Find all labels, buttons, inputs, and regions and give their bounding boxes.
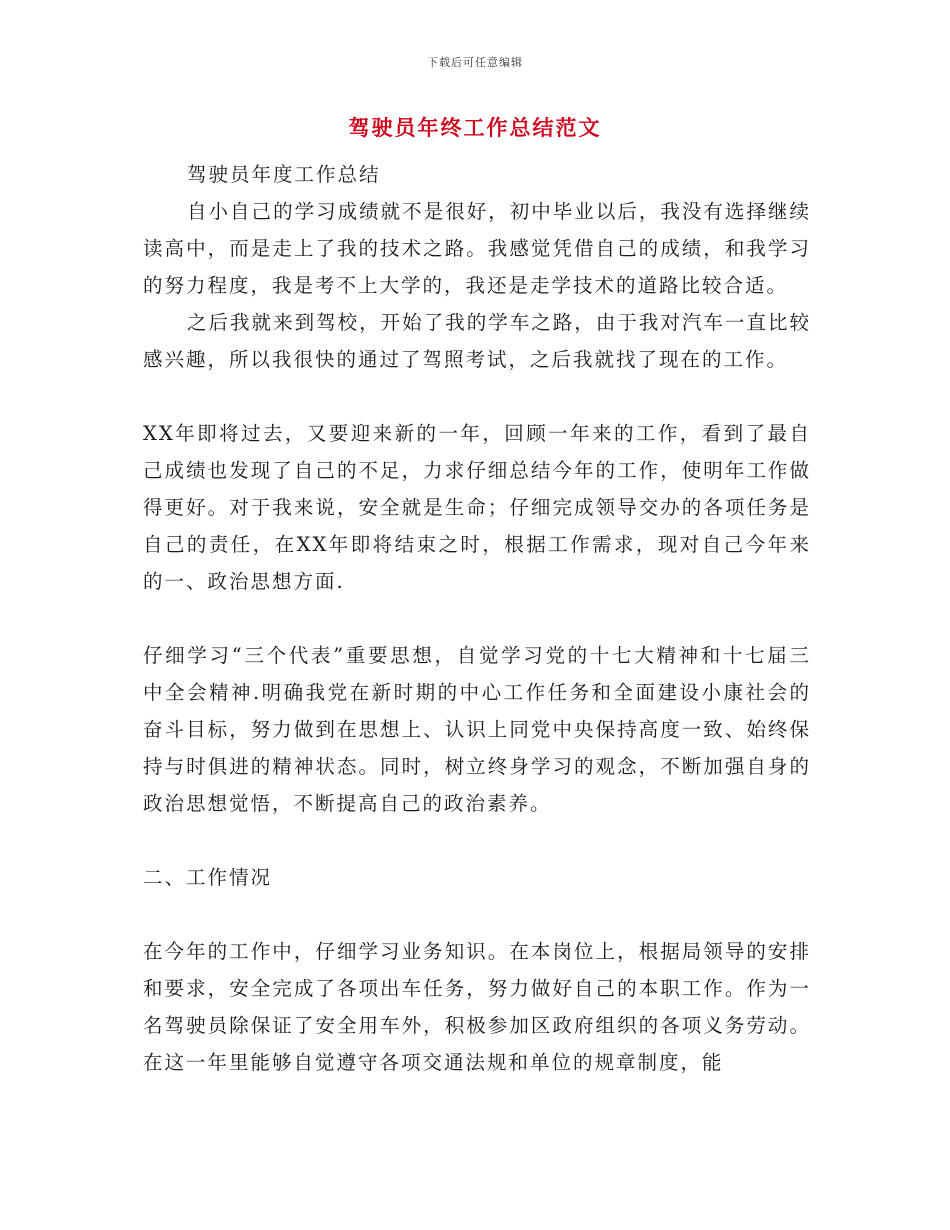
header-note: 下载后可任意编辑 (427, 56, 523, 69)
document-body (143, 156, 811, 1081)
document-title: 驾驶员年终工作总结范文 (348, 115, 602, 140)
body-paragraph: 仔细学习“三个代表”重要思想，自觉学习党的十七大精神和十七届三中全会精神.明确我党在新时期的中心工作任务和全面建设小康社会的奋斗目标，努力做到在思想上、认识上同党中央保持高度一致、始终保持与时俱进的精神状态。同时，树立终身学习的观念，不断加强自身的政治思想觉悟，不断提高自己的政治素养。 (143, 644, 811, 815)
body-paragraph: XX年即将过去，又要迎来新的一年，回顾一年来的工作，看到了最自己成绩也发现了自己的不足，力求仔细总结今年的工作，使明年工作做得更好。对于我来说，安全就是生命；仔细完成领导交办的各项任务是自己的责任，在XX年即将结束之时，根据工作需求，现对自己今年来的一、政治思想方面. (143, 422, 811, 593)
body-paragraph: 在今年的工作中，仔细学习业务知识。在本岗位上，根据局领导的安排和要求，安全完成了各项出车任务，努力做好自己的本职工作。作为一名驾驶员除保证了安全用车外，积极参加区政府组织的各项义务劳动。在这一年里能够自觉遵守各项交通法规和单位的规章制度，能 (143, 940, 811, 1074)
subtitle-paragraph: 驾驶员年度工作总结 (187, 163, 381, 186)
body-paragraph: 自小自己的学习成绩就不是很好，初中毕业以后，我没有选择继续读高中，而是走上了我的技术之路。我感觉凭借自己的成绩，和我学习的努力程度，我是考不上大学的，我还是走学技术的道路比较合适。 (143, 200, 811, 297)
section-heading: 二、工作情况 (143, 866, 273, 889)
body-paragraph: 之后我就来到驾校，开始了我的学车之路，由于我对汽车一直比较感兴趣，所以我很快的通过了驾照考试，之后我就找了现在的工作。 (143, 311, 811, 371)
